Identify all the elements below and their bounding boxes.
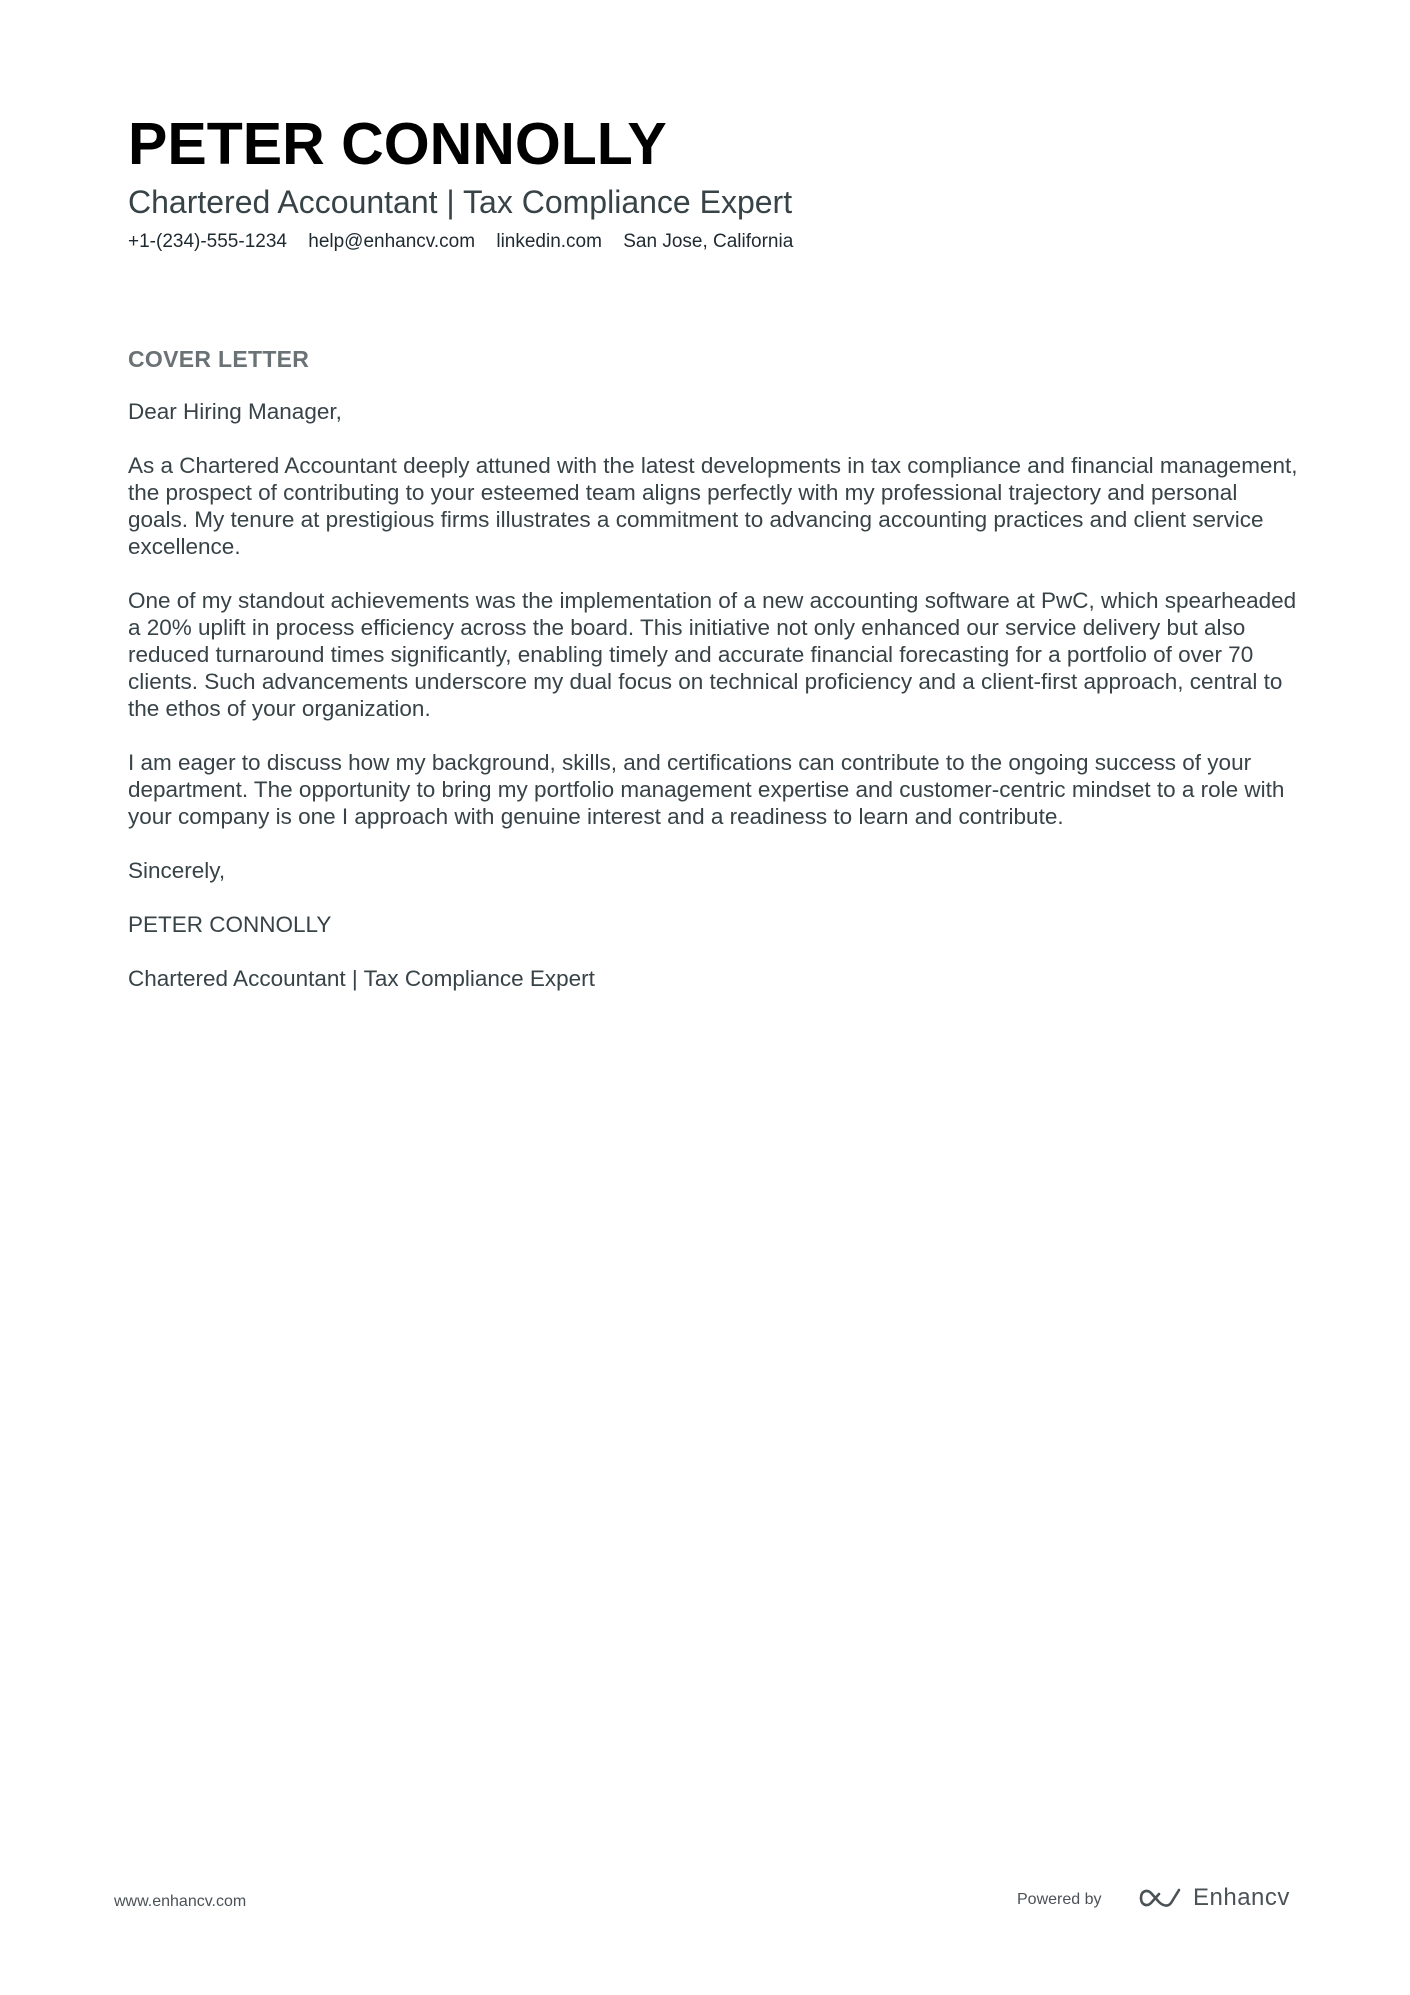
header: [128, 108, 1288, 255]
letter-paragraph: One of my standout achievements was the implementation of a new accounting software at PwC, which spearheaded a 20% uplift in process efficiency across the board. This initiative not only enhanced our service delivery but also reduced turnaround times significantly, enabling timely and accurate financial forecasting for a portfolio of over 70 clients. Such advancements underscore my dual focus on technical proficiency and a client-first approach, central to the ethos of your organization.: [128, 588, 1297, 721]
salutation: Dear Hiring Manager,: [128, 399, 342, 424]
powered-by-label: Powered by: [1017, 1891, 1102, 1908]
contact-info: [128, 229, 1288, 255]
contact-linkedin[interactable]: linkedin.com: [496, 231, 602, 252]
section-heading-cover-letter: COVER LETTER: [128, 346, 310, 372]
letter-paragraph: As a Chartered Accountant deeply attuned with the latest developments in tax compliance and financial management, the prospect of contributing to your esteemed team aligns perfectly with my professional trajectory and personal goals. My tenure at prestigious firms illustrates a commitment to advancing accounting practices and client service excellence.: [128, 453, 1298, 559]
contact-phone: +1-(234)-555-1234: [128, 231, 287, 252]
candidate-title: Chartered Accountant | Tax Compliance Expert: [128, 184, 793, 220]
brand-name: Enhancv: [1193, 1884, 1290, 1911]
signature-name: PETER CONNOLLY: [128, 912, 332, 937]
brand-link[interactable]: [1137, 1880, 1290, 1916]
letter-paragraph: I am eager to discuss how my background, skills, and certifications can contribute to the ongoing success of your department. The opportunity to bring my portfolio management expertise and customer-centric mindset to a role with your company is one I approach with genuine interest and a readiness to learn and contribute.: [128, 750, 1285, 829]
signature-title: Chartered Accountant | Tax Compliance Expert: [128, 966, 595, 991]
contact-email[interactable]: help@enhancv.com: [308, 231, 476, 252]
contact-location: San Jose, California: [623, 231, 794, 252]
candidate-name: PETER CONNOLLY: [128, 111, 667, 177]
closing: Sincerely,: [128, 858, 226, 883]
enhancv-logo-icon: [1137, 1885, 1183, 1911]
letter-body: [128, 398, 1298, 1019]
footer-website-link[interactable]: www.enhancv.com: [114, 1893, 247, 1910]
